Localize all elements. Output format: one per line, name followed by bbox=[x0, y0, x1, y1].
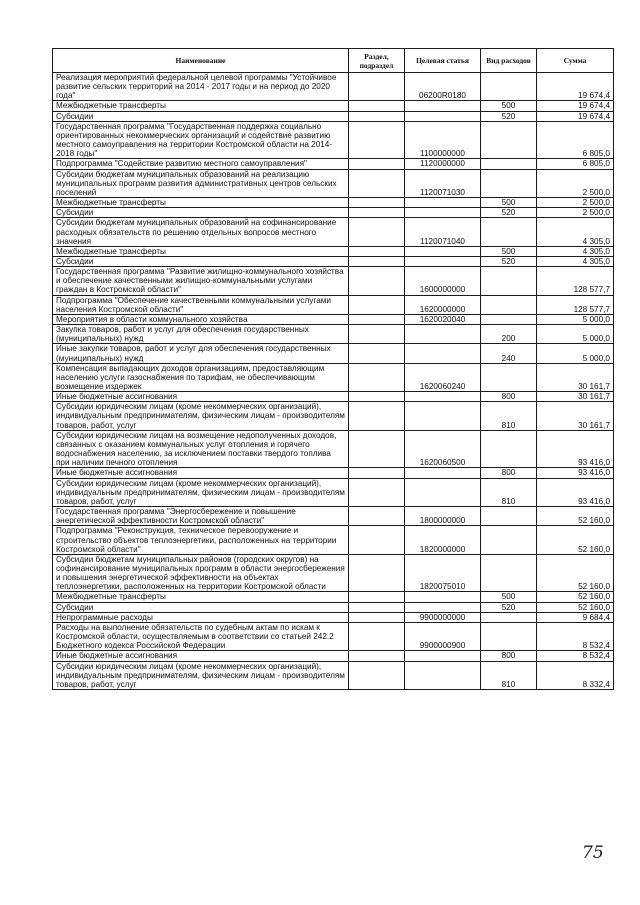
cell-sum: 4 305,0 bbox=[537, 218, 614, 246]
cell-name: Закупка товаров, работ и услуг для обеспечения государственных (муниципальных) нужд bbox=[53, 325, 349, 344]
header-expense-type: Вид расходов bbox=[481, 49, 537, 73]
cell-sum: 6 805,0 bbox=[537, 121, 614, 159]
cell-expense-type: 810 bbox=[481, 402, 537, 430]
budget-table-page bbox=[52, 48, 613, 690]
cell-target-code bbox=[405, 111, 481, 121]
table-row bbox=[53, 246, 614, 256]
cell-sum: 19 674,4 bbox=[537, 101, 614, 111]
cell-target-code: 1120071030 bbox=[405, 169, 481, 197]
cell-expense-type bbox=[481, 267, 537, 295]
cell-section bbox=[349, 246, 405, 256]
cell-expense-type bbox=[481, 169, 537, 197]
cell-sum: 30 161,7 bbox=[537, 363, 614, 391]
cell-name: Межбюджетные трансферты bbox=[53, 198, 349, 208]
cell-section bbox=[349, 101, 405, 111]
cell-target-code: 1100000000 bbox=[405, 121, 481, 159]
table-row bbox=[53, 430, 614, 468]
cell-name: Иные бюджетные ассигнования bbox=[53, 392, 349, 402]
cell-target-code bbox=[405, 478, 481, 506]
cell-expense-type: 200 bbox=[481, 325, 537, 344]
cell-sum: 4 305,0 bbox=[537, 256, 614, 266]
table-row bbox=[53, 468, 614, 478]
cell-target-code bbox=[405, 651, 481, 661]
cell-expense-type: 500 bbox=[481, 246, 537, 256]
table-row bbox=[53, 159, 614, 169]
cell-section bbox=[349, 73, 405, 101]
table-row bbox=[53, 256, 614, 266]
cell-target-code bbox=[405, 592, 481, 602]
cell-name: Субсидии юридическим лицам (кроме некоммерческих организаций), индивидуальным предпринимателям, физическим лицам - производителям товаров, работ, услуг bbox=[53, 478, 349, 506]
table-row bbox=[53, 111, 614, 121]
cell-expense-type: 520 bbox=[481, 256, 537, 266]
cell-section bbox=[349, 651, 405, 661]
cell-name: Субсидии bbox=[53, 208, 349, 218]
cell-name: Непрограммные расходы bbox=[53, 612, 349, 622]
cell-name: Иные бюджетные ассигнования bbox=[53, 468, 349, 478]
cell-sum: 93 416,0 bbox=[537, 468, 614, 478]
cell-expense-type bbox=[481, 73, 537, 101]
cell-target-code bbox=[405, 344, 481, 363]
table-body bbox=[53, 73, 614, 690]
cell-sum: 52 160,0 bbox=[537, 507, 614, 526]
cell-section bbox=[349, 208, 405, 218]
cell-expense-type: 500 bbox=[481, 101, 537, 111]
header-section: Раздел, подраздел bbox=[349, 49, 405, 73]
cell-target-code: 9900000000 bbox=[405, 612, 481, 622]
cell-section bbox=[349, 314, 405, 324]
cell-sum: 8 332,4 bbox=[537, 661, 614, 689]
cell-section bbox=[349, 430, 405, 468]
cell-name: Подпрограмма "Содействие развитию местного самоуправления" bbox=[53, 159, 349, 169]
cell-target-code: 1620020040 bbox=[405, 314, 481, 324]
cell-sum: 9 684,4 bbox=[537, 612, 614, 622]
cell-name: Расходы на выполнение обязательств по судебным актам по искам к Костромской области, осуществляемым в соответствии со статьей 242.2 Бюджетного кодекса Российской Федерации bbox=[53, 622, 349, 650]
cell-sum: 5 000,0 bbox=[537, 325, 614, 344]
cell-expense-type bbox=[481, 430, 537, 468]
table-row bbox=[53, 402, 614, 430]
cell-section bbox=[349, 169, 405, 197]
cell-sum: 8 532,4 bbox=[537, 622, 614, 650]
cell-section bbox=[349, 295, 405, 314]
cell-target-code: 1600000000 bbox=[405, 267, 481, 295]
table-row bbox=[53, 612, 614, 622]
cell-section bbox=[349, 612, 405, 622]
cell-sum: 30 161,7 bbox=[537, 392, 614, 402]
cell-target-code: 06200R0180 bbox=[405, 73, 481, 101]
cell-section bbox=[349, 402, 405, 430]
cell-sum: 30 161,7 bbox=[537, 402, 614, 430]
cell-expense-type bbox=[481, 554, 537, 592]
cell-expense-type bbox=[481, 507, 537, 526]
cell-section bbox=[349, 622, 405, 650]
cell-target-code bbox=[405, 468, 481, 478]
table-row bbox=[53, 121, 614, 159]
cell-name: Государственная программа "Энергосбережение и повышение энергетической эффективности Костромской области" bbox=[53, 507, 349, 526]
cell-expense-type: 520 bbox=[481, 208, 537, 218]
cell-section bbox=[349, 344, 405, 363]
cell-target-code bbox=[405, 208, 481, 218]
cell-sum: 93 416,0 bbox=[537, 430, 614, 468]
cell-expense-type: 500 bbox=[481, 592, 537, 602]
table-row bbox=[53, 526, 614, 554]
cell-sum: 2 500,0 bbox=[537, 198, 614, 208]
cell-expense-type: 810 bbox=[481, 661, 537, 689]
cell-section bbox=[349, 507, 405, 526]
cell-target-code bbox=[405, 392, 481, 402]
cell-expense-type: 800 bbox=[481, 651, 537, 661]
cell-sum: 52 160,0 bbox=[537, 554, 614, 592]
cell-sum: 5 000,0 bbox=[537, 344, 614, 363]
table-row bbox=[53, 602, 614, 612]
cell-target-code: 1800000000 bbox=[405, 507, 481, 526]
cell-name: Подпрограмма "Обеспечение качественными коммунальными услугами населения Костромской области" bbox=[53, 295, 349, 314]
cell-name: Субсидии юридическим лицам на возмещение недополученных доходов, связанных с оказанием коммунальных услуг отопления и горячего водоснабжения населению, за исключением поставки твердого топлива при наличии печного отопления bbox=[53, 430, 349, 468]
cell-target-code bbox=[405, 256, 481, 266]
cell-target-code bbox=[405, 661, 481, 689]
cell-sum: 128 577,7 bbox=[537, 295, 614, 314]
cell-target-code bbox=[405, 246, 481, 256]
table-row bbox=[53, 314, 614, 324]
cell-expense-type bbox=[481, 314, 537, 324]
cell-sum: 2 500,0 bbox=[537, 169, 614, 197]
budget-table bbox=[52, 48, 614, 690]
cell-name: Государственная программа "Государственная поддержка социально ориентированных некоммерческих организаций и содействие развитию местного самоуправления на территории Костромской области на 2014-2018 годы" bbox=[53, 121, 349, 159]
cell-expense-type bbox=[481, 622, 537, 650]
cell-section bbox=[349, 661, 405, 689]
cell-sum: 19 674,4 bbox=[537, 111, 614, 121]
table-row bbox=[53, 344, 614, 363]
table-row bbox=[53, 267, 614, 295]
cell-name: Субсидии bbox=[53, 111, 349, 121]
cell-name: Межбюджетные трансферты bbox=[53, 246, 349, 256]
cell-target-code bbox=[405, 101, 481, 111]
cell-name: Мероприятия в области коммунального хозяйства bbox=[53, 314, 349, 324]
cell-name: Субсидии юридическим лицам (кроме некоммерческих организаций), индивидуальным предпринимателям, физическим лицам - производителям товаров, работ, услуг bbox=[53, 402, 349, 430]
cell-target-code: 9900000900 bbox=[405, 622, 481, 650]
cell-expense-type: 500 bbox=[481, 198, 537, 208]
table-header-row bbox=[53, 49, 614, 73]
cell-section bbox=[349, 218, 405, 246]
cell-expense-type bbox=[481, 363, 537, 391]
cell-section bbox=[349, 526, 405, 554]
cell-target-code bbox=[405, 602, 481, 612]
table-row bbox=[53, 661, 614, 689]
cell-expense-type bbox=[481, 159, 537, 169]
cell-sum: 52 160,0 bbox=[537, 526, 614, 554]
cell-section bbox=[349, 256, 405, 266]
cell-name: Субсидии bbox=[53, 602, 349, 612]
cell-expense-type bbox=[481, 218, 537, 246]
cell-sum: 8 532,4 bbox=[537, 651, 614, 661]
cell-name: Реализация мероприятий федеральной целевой программы "Устойчивое развитие сельских территорий на 2014 - 2017 годы и на период до 2020 года" bbox=[53, 73, 349, 101]
cell-section bbox=[349, 198, 405, 208]
cell-expense-type bbox=[481, 295, 537, 314]
cell-target-code bbox=[405, 402, 481, 430]
header-name: Наименование bbox=[53, 49, 349, 73]
table-row bbox=[53, 218, 614, 246]
table-row bbox=[53, 169, 614, 197]
cell-section bbox=[349, 554, 405, 592]
table-row bbox=[53, 295, 614, 314]
cell-sum: 128 577,7 bbox=[537, 267, 614, 295]
table-row bbox=[53, 363, 614, 391]
cell-sum: 5 000,0 bbox=[537, 314, 614, 324]
cell-expense-type: 240 bbox=[481, 344, 537, 363]
cell-section bbox=[349, 159, 405, 169]
table-row bbox=[53, 507, 614, 526]
table-row bbox=[53, 622, 614, 650]
cell-section bbox=[349, 121, 405, 159]
cell-section bbox=[349, 478, 405, 506]
table-row bbox=[53, 392, 614, 402]
cell-expense-type: 520 bbox=[481, 111, 537, 121]
cell-sum: 4 305,0 bbox=[537, 246, 614, 256]
cell-expense-type: 800 bbox=[481, 392, 537, 402]
cell-name: Государственная программа "Развитие жилищно-коммунального хозяйства и обеспечение качественными жилищно-коммунальными услугами граждан в Костромской области" bbox=[53, 267, 349, 295]
cell-sum: 19 674,4 bbox=[537, 73, 614, 101]
cell-sum: 52 160,0 bbox=[537, 602, 614, 612]
table-row bbox=[53, 325, 614, 344]
table-row bbox=[53, 651, 614, 661]
cell-name: Субсидии бюджетам муниципальных образований на софинансирование расходных обязательств по решению отдельных вопросов местного значения bbox=[53, 218, 349, 246]
cell-expense-type: 520 bbox=[481, 602, 537, 612]
cell-section bbox=[349, 111, 405, 121]
cell-section bbox=[349, 267, 405, 295]
cell-expense-type bbox=[481, 121, 537, 159]
cell-target-code: 1620060500 bbox=[405, 430, 481, 468]
table-row bbox=[53, 73, 614, 101]
table-row bbox=[53, 478, 614, 506]
cell-sum: 52 160,0 bbox=[537, 592, 614, 602]
cell-expense-type bbox=[481, 612, 537, 622]
table-row bbox=[53, 198, 614, 208]
cell-section bbox=[349, 592, 405, 602]
table-row bbox=[53, 592, 614, 602]
cell-name: Компенсация выпадающих доходов организациям, предоставляющим населению услуги газоснабжения по тарифам, не обеспечивающим возмещение издержек bbox=[53, 363, 349, 391]
cell-name: Субсидии бюджетам муниципальных образований на реализацию муниципальных программ развития административных центров сельских поселений bbox=[53, 169, 349, 197]
cell-section bbox=[349, 325, 405, 344]
cell-name: Межбюджетные трансферты bbox=[53, 101, 349, 111]
cell-section bbox=[349, 363, 405, 391]
cell-section bbox=[349, 392, 405, 402]
cell-name: Иные закупки товаров, работ и услуг для обеспечения государственных (муниципальных) нужд bbox=[53, 344, 349, 363]
cell-name: Субсидии юридическим лицам (кроме некоммерческих организаций), индивидуальным предпринимателям, физическим лицам - производителям товаров, работ, услуг bbox=[53, 661, 349, 689]
header-target-code: Целевая статья bbox=[405, 49, 481, 73]
cell-target-code: 1120071040 bbox=[405, 218, 481, 246]
cell-sum: 6 805,0 bbox=[537, 159, 614, 169]
table-row bbox=[53, 208, 614, 218]
cell-name: Субсидии бюджетам муниципальных районов (городских округов) на софинансирование муниципальных программ в области энергосбережения и повышения энергетической эффективности на объектах теплоэнергетики, расположенных на территории Костромской области bbox=[53, 554, 349, 592]
cell-name: Иные бюджетные ассигнования bbox=[53, 651, 349, 661]
cell-target-code bbox=[405, 198, 481, 208]
cell-section bbox=[349, 602, 405, 612]
table-row bbox=[53, 554, 614, 592]
cell-expense-type bbox=[481, 526, 537, 554]
cell-target-code: 1120000000 bbox=[405, 159, 481, 169]
page-number: 75 bbox=[582, 843, 604, 863]
cell-name: Субсидии bbox=[53, 256, 349, 266]
cell-target-code bbox=[405, 325, 481, 344]
cell-name: Подпрограмма "Реконструкция, техническое перевооружение и строительство объектов теплоэнергетики, расположенных на территории Костромской области" bbox=[53, 526, 349, 554]
cell-expense-type: 810 bbox=[481, 478, 537, 506]
cell-sum: 2 500,0 bbox=[537, 208, 614, 218]
cell-expense-type: 800 bbox=[481, 468, 537, 478]
cell-target-code: 1620060240 bbox=[405, 363, 481, 391]
table-row bbox=[53, 101, 614, 111]
cell-sum: 93 416,0 bbox=[537, 478, 614, 506]
cell-target-code: 1820075010 bbox=[405, 554, 481, 592]
cell-target-code: 1820000000 bbox=[405, 526, 481, 554]
cell-target-code: 1620000000 bbox=[405, 295, 481, 314]
header-sum: Сумма bbox=[537, 49, 614, 73]
cell-name: Межбюджетные трансферты bbox=[53, 592, 349, 602]
cell-section bbox=[349, 468, 405, 478]
